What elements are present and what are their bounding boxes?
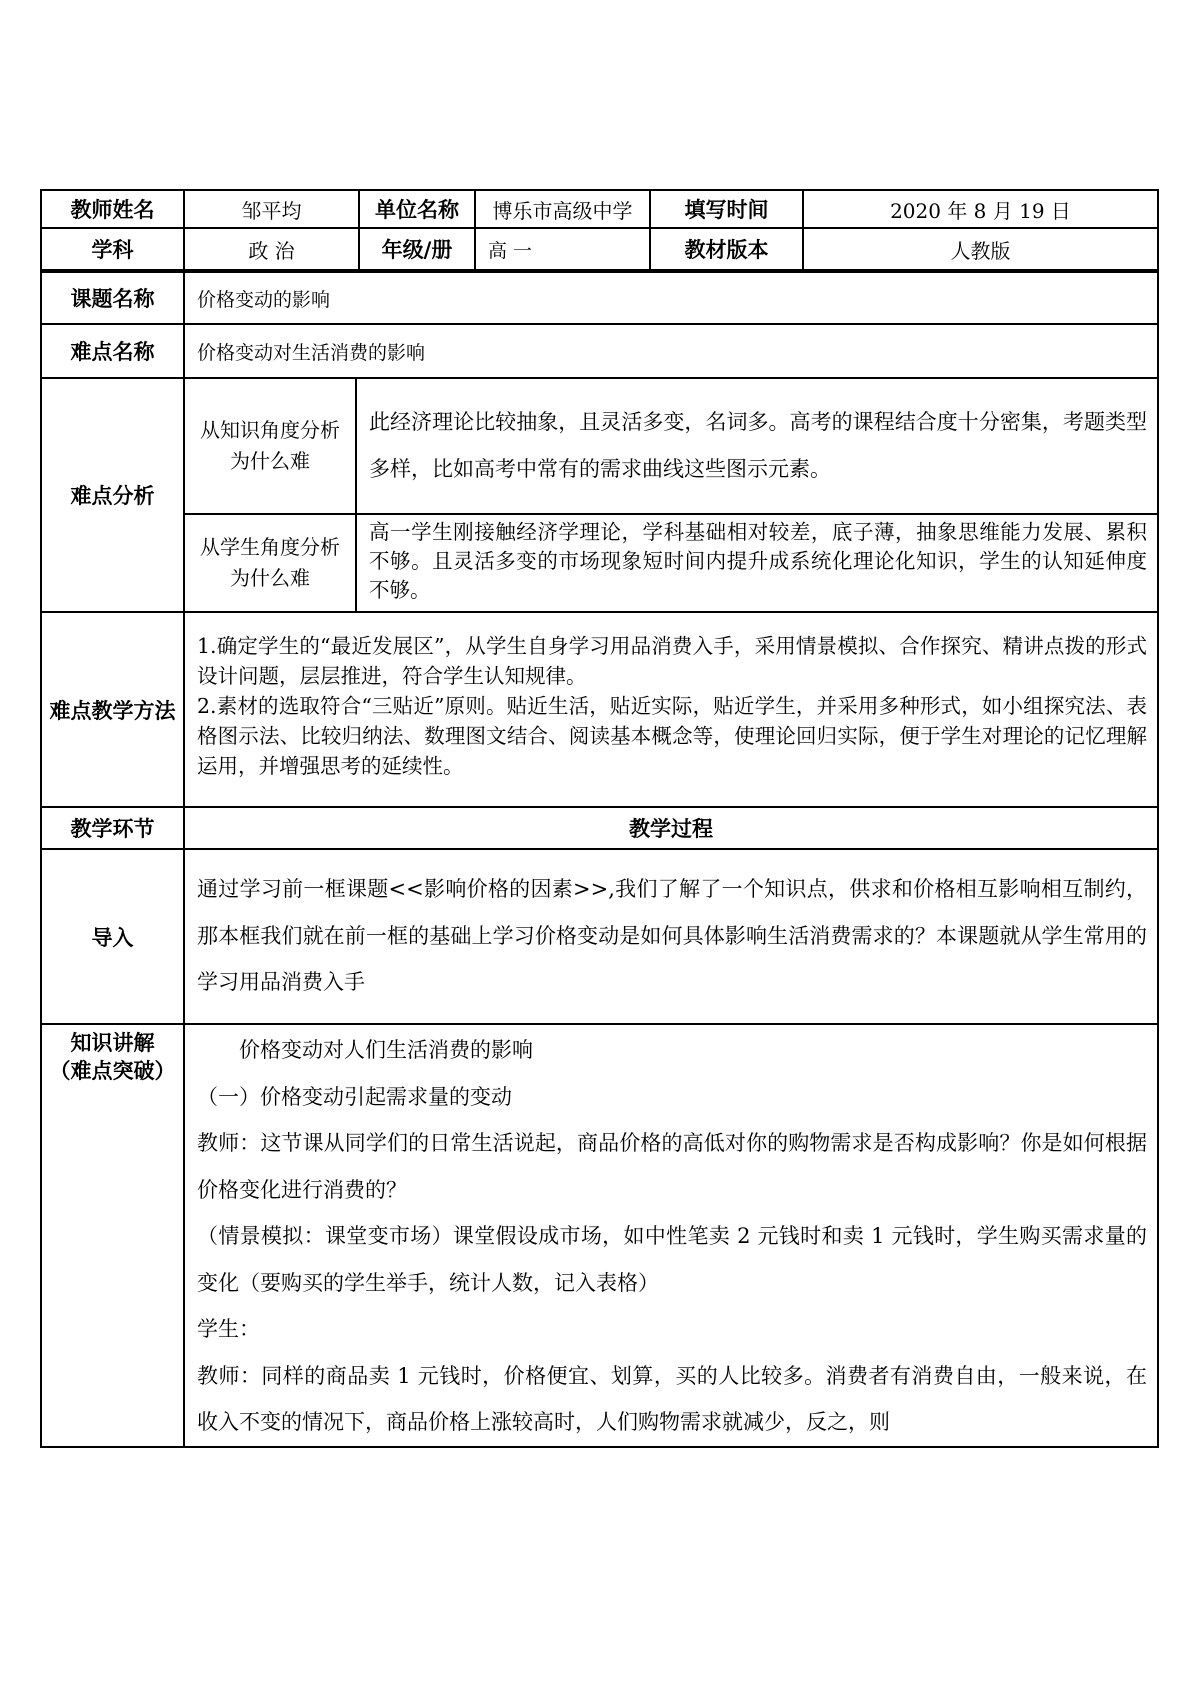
student-angle-label [184, 514, 356, 612]
knowledge-angle-line1: 从知识角度分析 [200, 418, 340, 442]
teacher-name-value: 邹平均 [184, 190, 359, 228]
knowledge-angle-line2: 为什么难 [230, 449, 310, 473]
lecture-section: （一）价格变动引起需求量的变动 [197, 1084, 512, 1109]
subject-label: 学科 [41, 228, 184, 270]
process-stage-header: 教学环节 [41, 807, 184, 849]
grade-value: 高 一 [475, 228, 650, 270]
edition-label: 教材版本 [650, 228, 803, 270]
edition-value: 人教版 [803, 228, 1158, 270]
header-table [40, 189, 1159, 271]
main-table [40, 271, 1159, 1448]
teacher-name-label: 教师姓名 [41, 190, 184, 228]
lecture-paragraph-2: （情景模拟：课堂变市场）课堂假设成市场，如中性笔卖 2 元钱时和卖 1 元钱时，学生购买需求量的变化（要购买的学生举手，统计人数，记入表格） [197, 1224, 1148, 1295]
student-angle-line2: 为什么难 [230, 566, 310, 590]
intro-label: 导入 [41, 849, 184, 1024]
difficulty-label: 难点名称 [41, 324, 184, 378]
knowledge-angle-label [184, 378, 356, 514]
subject-value: 政 治 [184, 228, 359, 270]
lecture-paragraph-3: 学生： [197, 1317, 260, 1341]
process-content-header: 教学过程 [184, 807, 1158, 849]
lecture-label [41, 1024, 184, 1447]
lecture-label-line2: （难点突破） [49, 1059, 176, 1083]
method-item-1: 1.确定学生的“最近发展区”，从学生自身学习用品消费入手，采用情景模拟、合作探究、精讲点拨的形式设计问题，层层推进，符合学生认知规律。 [197, 634, 1148, 688]
method-text [184, 612, 1158, 807]
method-label: 难点教学方法 [41, 612, 184, 807]
lesson-plan-form [40, 189, 1157, 1511]
topic-value: 价格变动的影响 [184, 272, 1158, 324]
student-angle-text: 高一学生刚接触经济学理论，学科基础相对较差，底子薄，抽象思维能力发展、累积不够。且灵活多变的市场现象短时间内提升成系统化理论化知识，学生的认知延伸度不够。 [356, 514, 1158, 612]
fill-date-label: 填写时间 [650, 190, 803, 228]
lecture-title: 价格变动对人们生活消费的影响 [239, 1038, 533, 1062]
analysis-label: 难点分析 [41, 378, 184, 612]
student-angle-line1: 从学生角度分析 [200, 535, 340, 559]
unit-name-label: 单位名称 [359, 190, 475, 228]
lecture-paragraph-1: 教师：这节课从同学们的日常生活说起，商品价格的高低对你的购物需求是否构成影响？你是如何根据价格变化进行消费的？ [197, 1131, 1148, 1202]
difficulty-value: 价格变动对生活消费的影响 [184, 324, 1158, 378]
fill-date-value: 2020 年 8 月 19 日 [803, 190, 1158, 228]
lecture-paragraph-4: 教师：同样的商品卖 1 元钱时，价格便宜、划算，买的人比较多。消费者有消费自由，一般来说，在收入不变的情况下，商品价格上涨较高时，人们购物需求就减少，反之，则 [197, 1363, 1148, 1434]
unit-name-value: 博乐市高级中学 [475, 190, 650, 228]
lecture-content [184, 1024, 1158, 1447]
grade-label: 年级/册 [359, 228, 475, 270]
method-item-2: 2.素材的选取符合“三贴近”原则。贴近生活，贴近实际，贴近学生，并采用多种形式，如小组探究法、表格图示法、比较归纳法、数理图文结合、阅读基本概念等，使理论回归实际，便于学生对理论的记忆理解运用，并增强思考的延续性。 [197, 694, 1148, 778]
intro-text: 通过学习前一框课题<<影响价格的因素>>,我们了解了一个知识点，供求和价格相互影响相互制约，那本框我们就在前一框的基础上学习价格变动是如何具体影响生活消费需求的？本课题就从学生常用的学习用品消费入手 [184, 849, 1158, 1024]
lecture-label-line1: 知识讲解 [70, 1031, 155, 1055]
knowledge-angle-text: 此经济理论比较抽象，且灵活多变，名词多。高考的课程结合度十分密集，考题类型多样，比如高考中常有的需求曲线这些图示元素。 [356, 378, 1158, 514]
topic-label: 课题名称 [41, 272, 184, 324]
